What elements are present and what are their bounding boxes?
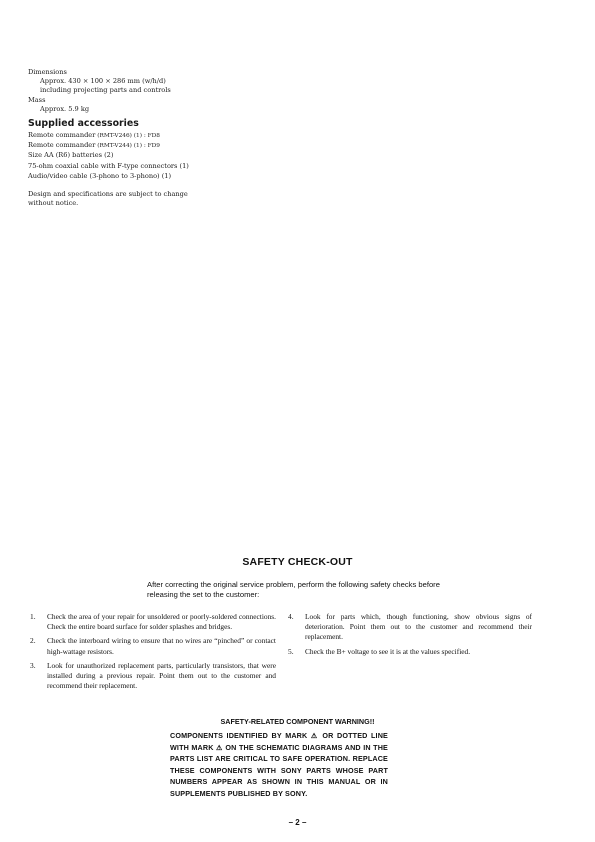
notice-line: Design and specifications are subject to change [28,190,188,199]
item-number: 1. [30,612,36,621]
accessory-name: Remote commander [28,141,96,150]
mass-label: Mass [28,95,46,104]
item-text: Look for parts which, though functioning, show obvious signs of deterioration. Point them out to the customer and recommend their replacement. [305,612,532,642]
notice-line: without notice. [28,199,79,208]
mass-value: Approx. 5.9 kg [40,104,90,113]
specifications-block [28,68,258,208]
accessory-detail: (RMT-V244) (1) : FD9 [95,143,160,150]
safety-list-left [30,612,276,695]
accessory-item [28,151,258,161]
dimensions-note: including projecting parts and controls [40,86,171,95]
item-number: 4. [288,612,294,621]
item-text: Look for unauthorized replacement parts, particularly transistors, that were installed during a previous repair. Point them out to the customer and recommend their replacement. [47,660,276,691]
item-number: 2. [30,636,36,646]
safety-item [30,612,276,632]
component-warning-title: SAFETY-RELATED COMPONENT WARNING!! [220,717,375,726]
page-number: – 2 – [288,818,307,827]
accessory-name: Size AA (R6) batteries (2) [28,151,114,160]
accessory-item [28,141,258,151]
accessory-item [28,172,258,182]
item-number: 5. [288,646,294,656]
specification-notice [28,190,258,208]
accessories-heading: Supplied accessories [28,118,139,130]
safety-item [30,636,276,656]
component-warning-body: COMPONENTS IDENTIFIED BY MARK ⚠ OR DOTTED LINE WITH MARK ⚠ ON THE SCHEMATIC DIAGRAMS AND IN THE PARTS LIST ARE CRITICAL TO SAFE OPERATION. REPLACE THESE COMPONENTS WITH SONY PARTS WHOSE PART NUMBERS APPEAR AS SHOWN IN THIS MANUAL OR IN SUPPLEMENTS PUBLISHED BY SONY. [170,731,388,798]
dimensions-value: Approx. 430 × 100 × 286 mm (w/h/d) [40,77,166,86]
safety-item [288,612,532,643]
item-text: Check the B+ voltage to see it is at the values specified. [305,646,471,656]
safety-list-right [288,612,532,661]
accessory-name: Remote commander [28,131,96,140]
item-text: Check the interboard wiring to ensure that no wires are “pinched” or contact high-wattage resistors. [47,636,276,656]
safety-checkout-title: SAFETY CHECK-OUT [242,556,353,568]
item-number: 3. [30,660,36,670]
safety-intro: After correcting the original service problem, perform the following safety checks before releasing the set to the customer: [147,580,440,600]
accessory-detail: (RMT-V246) (1) : FD8 [95,133,160,140]
item-text: Check the area of your repair for unsoldered or poorly-soldered connections. Check the entire board surface for solder splashes and bridges. [47,612,276,632]
accessory-item [28,162,258,172]
safety-item [288,647,532,657]
accessory-name: 75-ohm coaxial cable with F-type connectors (1) [28,161,189,170]
accessory-name: Audio/video cable (3-phono to 3-phono) (1) [28,171,172,180]
safety-item [30,661,276,692]
dimensions-label: Dimensions [28,68,67,76]
accessory-item [28,131,258,141]
accessories-list [28,131,258,182]
